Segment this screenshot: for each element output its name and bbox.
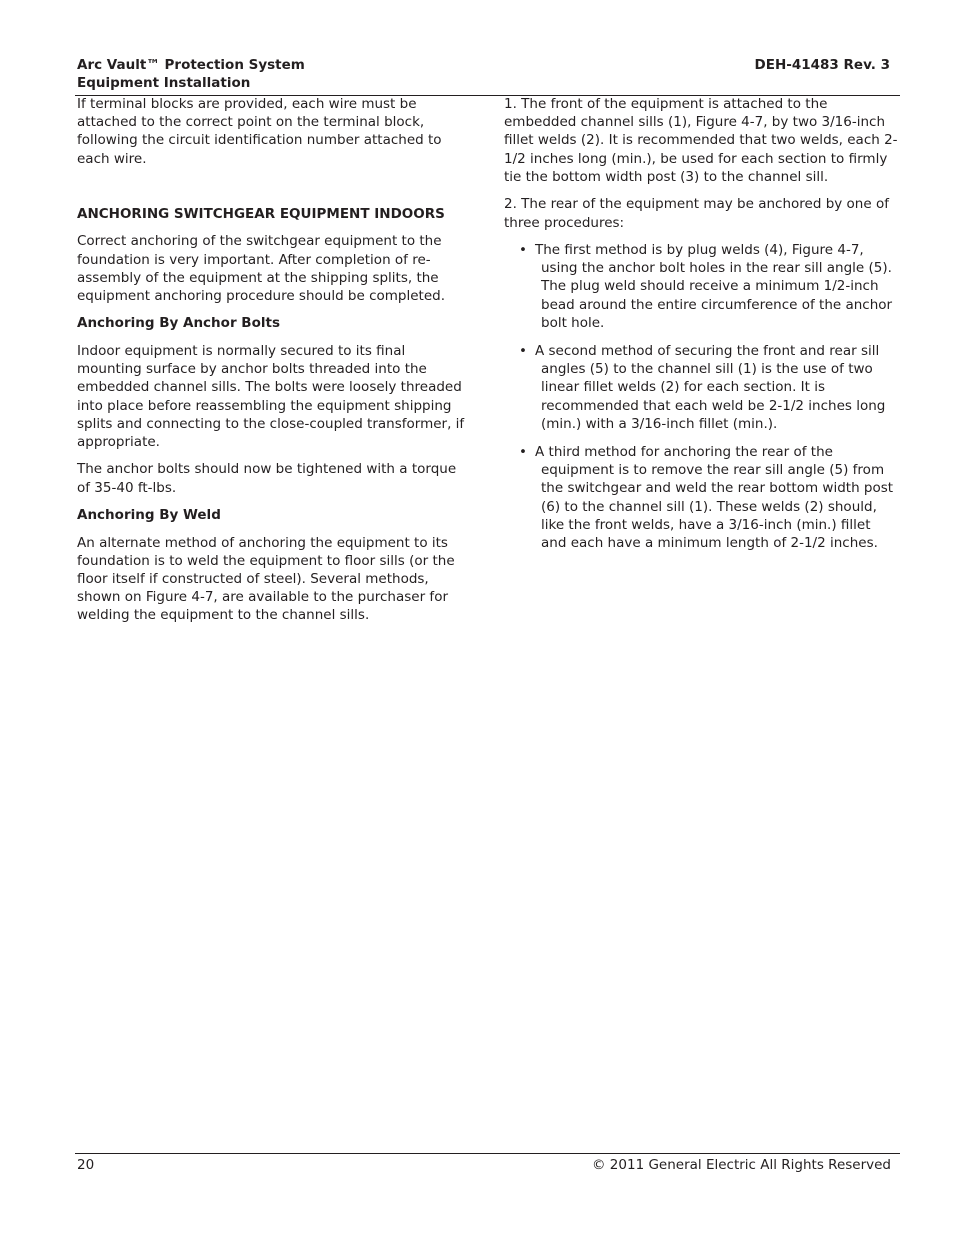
right-column xyxy=(504,95,900,562)
bullet-icon: • xyxy=(519,343,527,360)
torque-paragraph: The anchor bolts should now be tightened with a torque of 35-40 ft-lbs. xyxy=(77,461,457,496)
list-item xyxy=(504,241,900,332)
anchor-weld-paragraph: An alternate method of anchoring the equipment to its foundation is to weld the equipment to floor sills (or the floor itself if constructed of steel). Several methods, shown on Figure 4-7, are available to the purchaser for welding the equipment to the channel sills. xyxy=(77,534,455,624)
list-item-text: The first method is by plug welds (4), Figure 4-7, using the anchor bolt holes in the rear sill angle (5). The plug weld should receive a minimum 1/2-inch bead around the entire circumference of the anchor bolt hole. xyxy=(535,242,893,331)
footer-divider xyxy=(75,1153,900,1154)
copyright-notice: © 2011 General Electric All Rights Reserved xyxy=(592,1157,891,1173)
list-item xyxy=(504,342,900,433)
left-column xyxy=(77,95,472,634)
bullet-icon: • xyxy=(519,444,527,461)
section-heading: ANCHORING SWITCHGEAR EQUIPMENT INDOORS xyxy=(77,205,445,222)
list-item-text: A second method of securing the front and rear sill angles (5) to the channel sill (1) is the use of two linear fillet welds (2) for each section. It is recommended that each weld be 2-1/2 inches long (min.) with a 3/16-inch fillet (min.). xyxy=(535,343,886,432)
header-title: Arc Vault™ Protection System xyxy=(77,57,305,73)
list-item-text: A third method for anchoring the rear of the equipment is to remove the rear sill angle (5) from the switchgear and weld the rear bottom width post (6) to the channel sill (1). These welds (2) should, like the front welds, have a 3/16-inch (min.) fillet and each have a minimum length of 2-1/2 inches. xyxy=(535,444,894,552)
anchor-weld-heading: Anchoring By Weld xyxy=(77,507,221,524)
intro-paragraph: If terminal blocks are provided, each wire must be attached to the correct point on the terminal block, following the circuit identification number attached to each wire. xyxy=(77,96,442,167)
section-paragraph: Correct anchoring of the switchgear equipment to the foundation is very important. After completion of re-assembly of the equipment at the shipping splits, the equipment anchoring procedure should be completed. xyxy=(77,233,446,304)
page-number: 20 xyxy=(77,1157,95,1173)
step-1-paragraph: 1. The front of the equipment is attached to the embedded channel sills (1), Figure 4-7, by two 3/16-inch fillet welds (2). It is recommended that two welds, each 2-1/2 inches long (min.), be used for each section to firmly tie the bottom width post (3) to the channel sill. xyxy=(504,96,898,185)
header-title-block xyxy=(77,56,305,92)
list-item xyxy=(504,443,900,552)
anchor-bolts-heading: Anchoring By Anchor Bolts xyxy=(77,315,280,332)
document-id: DEH-41483 Rev. 3 xyxy=(754,57,890,73)
weld-methods-list xyxy=(504,241,900,552)
anchor-bolts-paragraph: Indoor equipment is normally secured to its final mounting surface by anchor bolts threaded into the embedded channel sills. The bolts were loosely threaded into place before reassembling the equipment shipping splits and connecting to the close-coupled transformer, if appropriate. xyxy=(77,342,465,450)
bullet-icon: • xyxy=(519,242,527,259)
step-2-paragraph: 2. The rear of the equipment may be anchored by one of three procedures: xyxy=(504,196,889,231)
header-subtitle: Equipment Installation xyxy=(77,75,251,91)
